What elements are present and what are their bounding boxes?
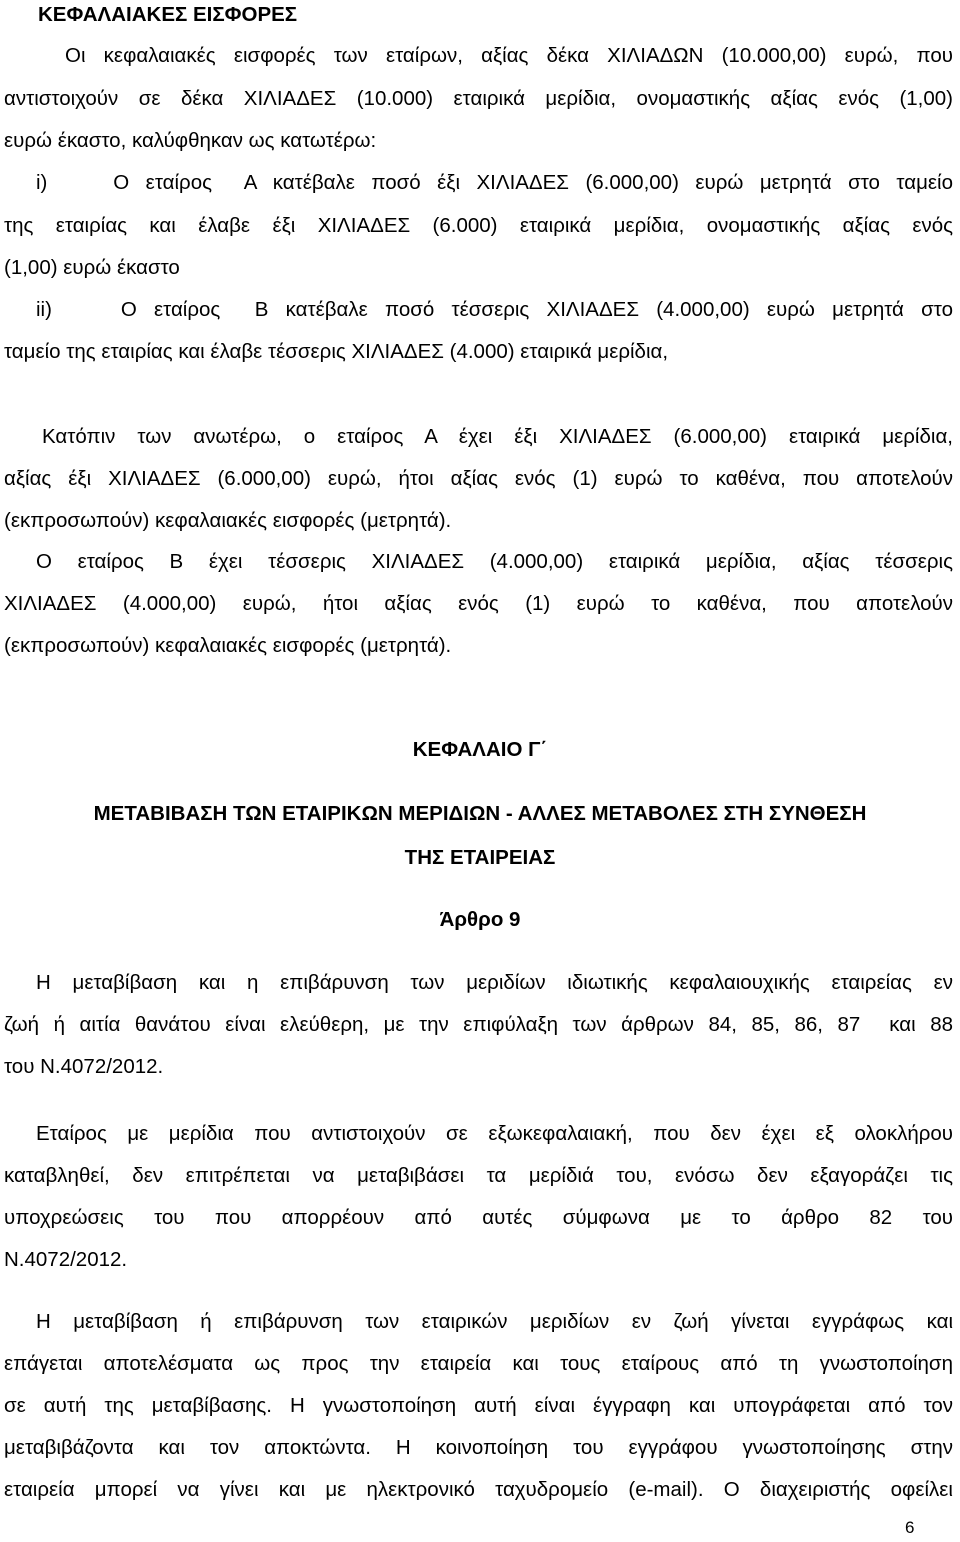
article-paragraph-line: σε αυτή της μεταβίβασης. Η γνωστοποίηση αυτή είναι έγγραφη και υπογράφεται από τον <box>4 1394 953 1417</box>
article-paragraph-line: Ν.4072/2012. <box>4 1248 128 1271</box>
list-item-i-line: της εταιρίας και έλαβε έξι ΧΙΛΙΑΔΕΣ (6.000) εταιρικά μερίδια, ονομαστικής αξίας ενός <box>4 214 953 237</box>
paragraph-line: Οι κεφαλαιακές εισφορές των εταίρων, αξίας δέκα ΧΙΛΙΑΔΩΝ (10.000,00) ευρώ, που <box>65 44 953 67</box>
list-item-ii-line: ταμείο της εταιρίας και έλαβε τέσσερις ΧΙΛΙΑΔΕΣ (4.000) εταιρικά μερίδια, <box>4 340 669 363</box>
page-number: 6 <box>905 1518 915 1537</box>
paragraph-line: ευρώ έκαστο, καλύφθηκαν ως κατωτέρω: <box>4 129 377 152</box>
article-paragraph-line: Η μεταβίβαση ή επιβάρυνση των εταιρικών μεριδίων εν ζωή γίνεται εγγράφως και <box>36 1310 953 1333</box>
article-paragraph-line: Εταίρος με μερίδια που αντιστοιχούν σε εξωκεφαλαιακή, που δεν έχει εξ ολοκλήρου <box>36 1122 953 1145</box>
article-title: Άρθρο 9 <box>439 908 521 931</box>
result-a-line: Κατόπιν των ανωτέρω, ο εταίρος Α έχει έξι ΧΙΛΙΑΔΕΣ (6.000,00) εταιρικά μερίδια, <box>42 425 953 448</box>
chapter-subtitle: ΜΕΤΑΒΙΒΑΣΗ ΤΩΝ ΕΤΑΙΡΙΚΩΝ ΜΕΡΙΔΙΩΝ - ΑΛΛΕΣ ΜΕΤΑΒΟΛΕΣ ΣΤΗ ΣΥΝΘΕΣΗ <box>93 802 867 825</box>
chapter-subtitle: ΤΗΣ ΕΤΑΙΡΕΙΑΣ <box>404 846 556 869</box>
article-paragraph-line: Η μεταβίβαση και η επιβάρυνση των μεριδίων ιδιωτικής κεφαλαιουχικής εταιρείας εν <box>36 971 953 994</box>
article-paragraph-line: του Ν.4072/2012. <box>4 1055 164 1078</box>
result-b-line: Ο εταίρος Β έχει τέσσερις ΧΙΛΙΑΔΕΣ (4.000,00) εταιρικά μερίδια, αξίας τέσσερις <box>36 550 953 573</box>
list-item-i-line: (1,00) ευρώ έκαστο <box>4 256 180 279</box>
list-item-i-line: i) Ο εταίρος Α κατέβαλε ποσό έξι ΧΙΛΙΑΔΕΣ (6.000,00) ευρώ μετρητά στο ταμείο <box>36 171 953 194</box>
result-b-line: (εκπροσωπούν) κεφαλαιακές εισφορές (μετρητά). <box>4 634 452 657</box>
result-a-line: αξίας έξι ΧΙΛΙΑΔΕΣ (6.000,00) ευρώ, ήτοι αξίας ενός (1) ευρώ το καθένα, που αποτελούν <box>4 467 953 490</box>
article-paragraph-line: μεταβιβάζοντα και τον αποκτώντα. Η κοινοποίηση του εγγράφου γνωστοποίησης στην <box>4 1436 953 1459</box>
chapter-title: ΚΕΦΑΛΑΙΟ Γ΄ <box>412 738 548 761</box>
result-a-line: (εκπροσωπούν) κεφαλαιακές εισφορές (μετρητά). <box>4 509 452 532</box>
article-paragraph-line: επάγεται αποτελέσματα ως προς την εταιρεία και τους εταίρους από τη γνωστοποίηση <box>4 1352 953 1375</box>
article-paragraph-line: εταιρεία μπορεί να γίνει και με ηλεκτρονικό ταχυδρομείο (e-mail). Ο διαχειριστής οφείλει <box>4 1478 953 1501</box>
article-paragraph-line: καταβληθεί, δεν επιτρέπεται να μεταβιβάσει τα μερίδιά του, ενόσω δεν εξαγοράζει τις <box>4 1164 953 1187</box>
article-paragraph-line: ζωή ή αιτία θανάτου είναι ελεύθερη, με την επιφύλαξη των άρθρων 84, 85, 86, 87 και 88 <box>4 1013 953 1036</box>
list-item-ii-line: ii) Ο εταίρος Β κατέβαλε ποσό τέσσερις ΧΙΛΙΑΔΕΣ (4.000,00) ευρώ μετρητά στο <box>36 298 953 321</box>
result-b-line: ΧΙΛΙΑΔΕΣ (4.000,00) ευρώ, ήτοι αξίας ενός (1) ευρώ το καθένα, που αποτελούν <box>4 592 953 615</box>
section-heading: ΚΕΦΑΛΑΙΑΚΕΣ ΕΙΣΦΟΡΕΣ <box>38 3 298 26</box>
paragraph-line: αντιστοιχούν σε δέκα ΧΙΛΙΑΔΕΣ (10.000) εταιρικά μερίδια, ονομαστικής αξίας ενός (1,00) <box>4 87 953 110</box>
article-paragraph-line: υποχρεώσεις του που απορρέουν από αυτές σύμφωνα με το άρθρο 82 του <box>4 1206 953 1229</box>
